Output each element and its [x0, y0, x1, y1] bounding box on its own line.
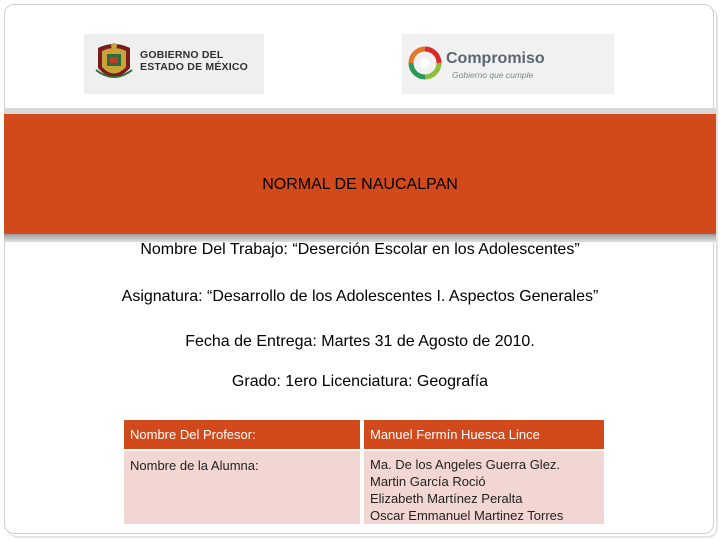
student-names-cell	[364, 451, 604, 524]
school-title: NORMAL DE NAUCALPAN	[262, 176, 458, 193]
gobierno-estado-mexico-logo	[84, 34, 264, 94]
coat-of-arms-icon	[94, 40, 134, 86]
gobierno-logo-line2: ESTADO DE MÉXICO	[140, 60, 249, 73]
gobierno-logo-text	[140, 50, 248, 73]
subject-line: Asignatura: “Desarrollo de los Adolescentes I. Aspectos Generales”	[121, 288, 599, 305]
professor-name: Manuel Fermín Huesca Lince	[370, 427, 540, 442]
title-band	[4, 114, 716, 234]
work-title-line: Nombre Del Trabajo: “Deserción Escolar en los Adolescentes”	[140, 241, 580, 258]
compromiso-logo	[402, 34, 614, 94]
student-label-cell	[124, 451, 360, 524]
professor-value-cell	[364, 420, 604, 449]
professor-label: Nombre Del Profesor:	[130, 427, 256, 442]
compromiso-swirl-icon	[408, 46, 442, 80]
student-name: Elizabeth Martínez Peralta	[370, 491, 523, 506]
compromiso-logo-subtitle: Gobierno que cumple	[452, 70, 534, 80]
grade-line: Grado: 1ero Licenciatura: Geografía	[231, 373, 489, 390]
compromiso-logo-title: Compromiso	[446, 50, 545, 67]
student-name: Martin García Roció	[370, 474, 486, 489]
due-date-line: Fecha de Entrega: Martes 31 de Agosto de 2010.	[185, 333, 535, 350]
professor-label-cell	[124, 420, 360, 449]
student-name: Oscar Emmanuel Martinez Torres	[370, 508, 564, 523]
student-label: Nombre de la Alumna:	[130, 458, 259, 473]
gobierno-logo-line1: GOBIERNO DEL	[140, 49, 224, 61]
student-name: Ma. De los Angeles Guerra Glez.	[370, 457, 561, 472]
